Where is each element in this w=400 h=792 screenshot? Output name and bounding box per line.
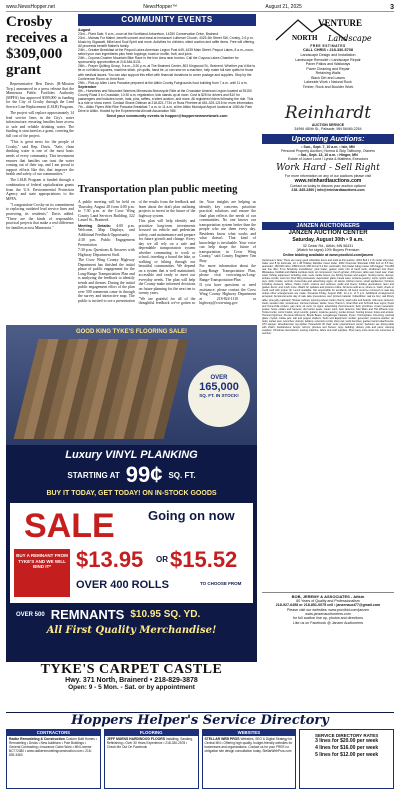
transport-paragraph: The Crow Wing County Highway Department has finished the initial phase of public engagement for the Long-Range Transportation Plan and is analyzing the feedback to identify trends and themes. During the initial public engagement effort of the plan over 500 comments came in through the survey and interactive map. The public is invited to see a presentation of the results from the feedback and learn about the draft plan outlining projects to invest in the future of the highway system. — [78, 200, 196, 303]
directory-text: Installing, Sanding, Refinishing • Over 30 Years Experience • 218-330-2578 • Check Me Out On Facebook — [106, 737, 193, 749]
janzen-date: Saturday, August 30th • 9 a.m. — [292, 237, 364, 243]
community-events-banner: COMMUNITY EVENTS — [78, 14, 256, 26]
directory-rates — [299, 729, 394, 789]
venture-service-item: Lakeside Work • Natural Rock — [304, 80, 352, 84]
transport-paragraph: 4:30 p.m. Public Engagement Presentation — [78, 238, 135, 247]
directory-text: Websites, SEO & Digital Strategy for Central MN • Offering high quality, budget-friendly websites for businesses and organizations. Contact us for your FREE no obligation site design consultation today. StellarWebPros.com — [204, 737, 293, 753]
janzen-ad — [262, 222, 394, 662]
venture-service-item: Paver Patios and Walkways — [305, 62, 351, 66]
transport-paragraph: A public meeting will be held on Thursday, August 28 from 4:00 p.m. to 7:30 p.m. at the Crow Wing County Land Services Building, 322 Laurel St., Brainerd. — [78, 200, 135, 222]
janzen-foot-6: for full auction line up, photos and directions — [292, 616, 364, 621]
directory-category: FLOORING — [105, 730, 198, 736]
remnants-count: OVER 500 — [16, 611, 45, 618]
community-events-footer: Send your community events to hopper@hoppernewsnetwork.com — [106, 113, 228, 118]
reinhardt-url[interactable]: www.reinhardtauctions.com — [294, 178, 362, 185]
venture-service-item: Landscape Remodel • Landscape Repair — [295, 57, 361, 62]
venture-service-item: Black Dirt and Lawns — [311, 75, 345, 80]
directory-category: WEBSITES — [203, 730, 296, 736]
auction-2-detail: Estate of Joann Lund / Lynda & Matthew, Executors — [287, 157, 369, 162]
janzen-foot-4[interactable]: Please visit our websites: www.proxibid.com/janzen — [287, 607, 369, 612]
rate-3: 5 lines for $12.00 per week — [315, 752, 379, 758]
tykes-address: Hwy. 371 North, Brainerd • 218-829-3878 — [65, 677, 198, 684]
venture-north-ad — [262, 14, 394, 100]
reinhardt-info: For more information on any of our auctions please visit — [284, 173, 372, 178]
venture-word: VENTURE — [318, 18, 363, 28]
directory-business: STELLAR WEB PROS — [204, 737, 240, 741]
directory-business: JEFF MUENS HARDWOOD FLOORS — [106, 737, 165, 741]
auction-1: • Sun., Sept. 7, 10 a.m. • Isle, MN — [301, 144, 355, 149]
crosby-article — [6, 82, 74, 322]
reinhardt-phones: 218- 845-2360 | info@reinhardtauctions.com — [291, 188, 365, 193]
community-events-list — [78, 28, 256, 182]
rate-2: 4 lines for $16.00 per week — [315, 745, 379, 751]
crosby-paragraph: "I congratulate Crosby on its commitment to replacing outdated lead service lines and protecting its residents," Davis added. "These are the kinds of responsible, practical projects that make a real difference for families across Minnesota." — [6, 202, 74, 230]
janzen-foot-3: 218-927-6458 or 218-851-0075 cell • janzenauct77@gmail.com — [275, 603, 381, 608]
venture-phone: CALL CHRIS • 218-330-5708 — [302, 48, 353, 52]
stock-badge-label: SQ. FT. IN STOCK! — [199, 393, 239, 398]
event-item: 24th – Greater Breakfast at the Pequot Lakes American Legion Post #49, 4435 Main Street, Pequot Lakes, 8 a.m.–noon, select your own ingredients plus fresh toppings, toast or muffin, fruit, and juice. — [78, 48, 254, 57]
tykes-hero — [6, 325, 257, 445]
transport-paragraph: This plan will help identify and prioritize long-term investments focused on vehicle and pedestrian safety, road maintenance and prepare for future growth and change. Every day we all rely on a safe and dependable transportation system whether commuting to work or school, traveling a board the lake, or walking or biking through our beautiful communities. We depend on a system that is well maintained, accessible and ready to meet our everyday needs. The plan will help the County make informed decisions on future planning for the next ten to twenty years. — [138, 219, 196, 295]
janzen-online[interactable]: Online bidding available at www.proxibid.com/janzen — [282, 252, 374, 257]
going-on-now: Going on now — [148, 508, 235, 523]
vinyl-price: 99¢ — [125, 462, 163, 487]
janzen-band: JANZEN AUCTIONEERS — [262, 222, 394, 230]
stock-badge — [188, 365, 250, 427]
landscape-word: Landscape — [328, 34, 372, 43]
events-month: September — [78, 84, 97, 89]
transport-headline: Transportation plan public meeting — [78, 184, 238, 195]
upcoming-auctions-band: Upcoming Auctions: — [262, 134, 394, 144]
auction-2: • Sat., Sept. 13, 10 a.m. • Hinger, MN — [298, 153, 358, 158]
vinyl-offer — [6, 449, 257, 497]
directory-business: Radke Remodeling & Construction — [9, 737, 65, 741]
janzen-address: 32 Cedar Rd., Aitkin, MN 56431 — [302, 244, 354, 248]
tykes-hours: Open: 9 - 5 Mon. - Sat. or by appointment — [68, 684, 195, 691]
janzen-foot-2: 80 Years of Quality and Professionalism — [296, 599, 360, 604]
reinhardt-slogan: Work Hard - Sell Right — [276, 162, 380, 173]
tykes-name: TYKE'S CARPET CASTLE — [40, 662, 223, 677]
vinyl-unit: SQ. FT. — [168, 470, 196, 480]
venture-service-item: Retaining Walls — [315, 71, 341, 75]
venture-north-logo — [268, 14, 388, 44]
directory-category: CONTRACTORS — [7, 730, 100, 736]
transport-paragraph: For more information about the Long-Range Transportation Plan, please visit crowwing.us/Long-Range-Transportation-Plan — [199, 264, 256, 282]
starting-at: STARTING AT — [67, 470, 120, 480]
issue-date: August 21, 2025 — [265, 4, 302, 10]
flooring-photo — [14, 339, 189, 439]
tykes-contact — [6, 662, 257, 692]
remnants-word: REMNANTS — [50, 607, 125, 622]
auction-1-detail: Personal Property Auction | Norma & Skip Tallbump, Owners — [281, 148, 375, 153]
transport-paragraph: 7:30 p.m. Questions & Answers with Highway Department Staff. — [78, 248, 135, 257]
crosby-paragraph: The LSLR Program is funded through a combination of federal capitalization grants from the U.S. Environmental Protection Agency and state appropriations to the MPFA. — [6, 178, 74, 201]
page-number: 3 — [390, 3, 394, 11]
price-or: OR — [156, 555, 168, 564]
reinhardt-logo: Reinhardt — [284, 103, 372, 123]
directory-flooring — [104, 729, 199, 789]
janzen-title: JANZEN AUCTION CENTER — [288, 230, 368, 236]
sale-word: SALE — [24, 507, 115, 545]
event-item: 29th – Pick-up Allen Lions Pancake prepared at the Aitkin County Fairgrounds food building from 7 a.m. until 11 a.m. — [78, 80, 248, 85]
service-directory-title: Hoppers Helper's Service Directory — [6, 712, 394, 728]
event-item: 23rd – Plant Sale, 9 a.m.–noon at the Northland Arboretum, 14250 Conservation Drive, Brainerd. — [78, 32, 220, 37]
north-word: NORTH — [292, 34, 318, 42]
rolls-count: OVER 400 ROLLS — [76, 579, 169, 591]
janzen-listing: Auctioneer's Note: There are many good collectible items and tools at this auction. 2016 Bull 1 2 ch cedar strip boat, trailer and 8 hp Evinrude, 42 x 48 Holiday Rambler travel trailer, 2002 Chevrolet Silverado 1500 4x4 w/ 5.3 liter, automatic, 150,000 miles; 1999 Ford F-150 4x4 w/ 5.4 liter, automatic; Cub Cadet riding mower with bagger; Troy-Bilt rear tine tiller; 8 hp Simplicity snowblower; yard trailer; garden tools; lots of hand tools; Craftsman tool chest; Milwaukee, DeWalt and Makita cordless tools; air compressor; bench grinder; drill press; table saw; band saw; chain saws; fishing equipment including rods, reels, tackle boxes, ice fishing houses and augers; hunting items; decoys; antique crocks; cast iron; Red Wing stoneware; depression glass; Fiesta ware; costume jewelry; coins; sports cards; toys; dolls; books; records; Coca-Cola and advertising signs; oil lamps; kitchen items; small appliances; furniture including dressers, tables, chairs, hutch, rockers and recliners; quilts and linens; holiday decorations; lawn and garden décor; and much more. Watch for updates and pictures online. All items sold as is, where is. Cash, check or credit card with proper ID. Lunch available. Not responsible for accidents. All items must be removed on sale day unless other arrangements are made. Previews Friday, August 29th, 12 p.m. to 5 p.m. Additional consignments accepted. Announcements day of sale take precedence over printed material. Collectibles: oak ice box; oak library table; pine jelly cupboard; Hoosier cabinet; spinning wheel; butter churns; wash tubs and boards; milk cans; lanterns; sleds; wooden skis; snowshoes; minnow buckets; tackle; lures; Hamm's, Grain Belt and Schmidt beer signs; Pepsi and Coca-Cola coolers; gas cans; oil cans; tin signs; advertising thermometers; farm primitives; cream separator; scales; horse collars and harness; old tractor seats; cream cans; barn lanterns; Star Wars and Hot Wheels toys; Tonka trucks; comic books; vinyl records; guitars; costume jewelry; pocket knives; hunting knives; bows and arrows; Hummel figurines; Precious Moments; Boyds Bears; Longaberger baskets; Pyrex; Corningware; Fire-King; carnival glass; crystal; cookie jars; salt and pepper shakers. Tools and Equipment: welder; generator; pressure washer; air tools; socket sets; wrenches; clamps; ladders; extension cords; shop vac; work benches; garden tractor attachments; ATV sprayer; wheelbarrows; log splitter. Household: lift chair; sofa; entertainment center; bedroom set; dining table with chairs; bookshelves; lamps; mirrors; pictures and frames; rugs; bedding; dishes; pots and pans; canning supplies; Christmas decorations; sewing machine; fabric and craft supplies. Plus many more items too numerous to mention. — [262, 258, 394, 336]
transport-paragraph: If you have questions or need assistance, please contact the Crow Wing County Highway Department at 218-824-1110 or highway@crowwing.gov — [199, 283, 256, 305]
to-choose-from: TO CHOOSE FROM — [200, 581, 242, 586]
reinhardt-tagline: AUCTION SERVICE — [311, 123, 345, 127]
paper-name: NewsHopper™ — [143, 4, 178, 10]
rates-title: SERVICE DIRECTORY RATES — [314, 733, 379, 738]
crosby-paragraph: "This is great news for the people of Crosby," said Rep. Davis. "Safe, clean drinking water is one of the most basic needs of every community. This investment ensures that families can trust the water coming out of their tap, and I am proud to support efforts like this that improve the health and safety of our communities." — [6, 140, 74, 177]
venture-service-item: Paver Cleaning and Repair — [306, 66, 350, 71]
price-1: $13.95 — [76, 547, 144, 572]
venture-service-item: Landscape Design and Installation — [300, 53, 356, 57]
free-estimates: FREE ESTIMATES — [310, 44, 346, 48]
tykes-ribbon: GOOD KING TYKE'S FLOORING SALE! — [75, 329, 188, 335]
event-item: 23rd – Mamas For Mabel, benefit concert and meal at Immanuel Lutheran Church, 4025 4th Street SW, Crosby, 2-6 p.m. Music by Gigawatt, Mikel and Soul Spirit and more. Activities for children, silent auction and raffle items. Free will offering. All proceeds benefit Mabel's family. — [78, 36, 255, 49]
rate-1: 3 lines for $20.00 per week — [315, 738, 379, 744]
price-2: $15.52 — [170, 547, 238, 572]
directory-websites — [202, 729, 297, 789]
event-item: 26th – Prayer Quilting Group, 9 a.m.–3:30 p.m. at The Brainerd Center, 803 Kingwood St., Brainerd. Whether you'd like to tie or cut fabric squares, machine stitch, pin quilts, hand tie, or can sew on a machine, help make full size quilts for those with medical issues. You can also support this effort with financial donations to cover postage and supplies. Stop by the Conference Room on third floor. — [78, 64, 256, 81]
janzen-foot-1: BOB, JEREMY & ASSOCIATES - Aitkin — [291, 593, 365, 599]
crosby-headline: Crosby receives a $309,000 grant — [6, 14, 68, 78]
crosby-paragraph: Representative Ben Davis (R-Mission Twp.) announced in a press release that the Minnesota Public Facilities Authority (MPFA) has approved $309,000 in funding for the City of Crosby through the Lead Service Line Replacement (LSLR) Program. — [6, 82, 74, 109]
crosby-paragraph: The project will replace approximately 14 lead service lines in the City's water infrastructure, ensuring families have access to safe and reliable drinking water. The funding is structured as a grant, covering the full cost of the project. — [6, 111, 74, 139]
site-url[interactable]: www.NewsHopper.net — [6, 4, 55, 10]
meeting-details-label: Meeting Details: — [78, 223, 112, 228]
janzen-watch: (Watch for signs) 10% Buyers Premium — [296, 248, 360, 253]
reinhardt-ad — [262, 103, 394, 219]
venture-service-item: Timber, Rock and Boulder Work — [302, 84, 354, 89]
remnants-price: $10.95 SQ. YD. — [130, 609, 201, 620]
mountain-logo-icon — [268, 14, 388, 44]
venture-services — [262, 53, 394, 89]
tykes-ad — [6, 325, 257, 662]
transport-article — [78, 200, 256, 322]
stock-badge-amount: 165,000 — [199, 381, 239, 393]
masthead — [6, 3, 394, 12]
stock-badge-over: OVER — [210, 375, 228, 381]
sale-panel — [10, 503, 253, 603]
janzen-foot-7: Like us on Facebook @ Janzen Auctioneers — [292, 620, 364, 625]
buy-today: BUY IT TODAY, GET TODAY! ON IN-STOCK GOODS — [46, 490, 217, 497]
event-item: 24th – Cuyuna Crusher Mountain Bike Race in the Iron Area near Ironton. Call the Cuyuna Lakes Chamber for sponsorship opportunities at 218-546-8131. — [78, 56, 239, 65]
event-item: 7th – Aitkin Flyers Wild Rice Pancake Breakfast 7 a.m. to 11 a.m. at the Aitkin Municipal Airport located at 1080 Air Park Drive in Aitkin. Hosted by the Experimental Aircraft Association 965. — [78, 104, 253, 113]
janzen-contact-spacer — [262, 666, 394, 710]
remnants-offer — [16, 607, 251, 622]
janzen-foot-5[interactable]: www.janzenauctioneers.com — [305, 612, 351, 617]
directory-contractors — [6, 729, 101, 789]
remnant-binding-offer: BUY A REMNANT FROM TYKE'S AND WE WILL BIND IT* — [14, 549, 70, 597]
reinhardt-contact: Contact us today to discuss your auction options! — [289, 184, 367, 189]
quality-tagline: All First Quality Merchandise! — [46, 625, 217, 636]
janzen-footer — [262, 592, 394, 625]
events-month: August — [78, 28, 91, 32]
event-item: 6th – Horseless and Wounded Warriors Minnesota Motorcycle Ride at the Crosslake American Legion located at 35150 County Road 3 in Crosslake, 10:30 a.m. registration, kick stands up at noon. Cost is $25 for drivers and $10 for passengers and includes lunch, hats, pins, raffles, a silent auction, and more. All registered riders following the ride. This is a ride or show event. Contact Shane Dittman at 218-821-7734 or Russ Pinetree at 651-329-1215 for more information. — [78, 88, 254, 105]
transport-paragraph: Meeting Details: 4:00 p.m. Welcome, Map Displays, and Additional Feedback Opportunity — [78, 223, 135, 237]
reinhardt-address: 34996 480th St., Palisade, MN 56469-2254 — [294, 127, 362, 132]
transport-paragraph: "We are grateful for all of the thoughtful feedback we've gotten so far. Your insights are helping us identify key concerns, prioritize practical solutions and ensure the final plan reflects the needs of our communities. No one knows our transportation system better than the people who use them every day. Residents know what works and what doesn't. That kind of knowledge is invaluable. Your voice can help shape the future of transportation in Crow Wing County," said County Engineer Tim Bray. — [138, 200, 256, 305]
directory-text: Custom Built Homes • Remodeling • Decks • New Additions • Pole Buildings • General Contracting • Insurance Claim Work • MN License BC772380 • www.radkeremodelingconstruction.com • 218-839-3483 — [9, 737, 97, 757]
vinyl-title: Luxury VINYL PLANKING — [65, 449, 198, 461]
service-directory — [6, 729, 394, 789]
